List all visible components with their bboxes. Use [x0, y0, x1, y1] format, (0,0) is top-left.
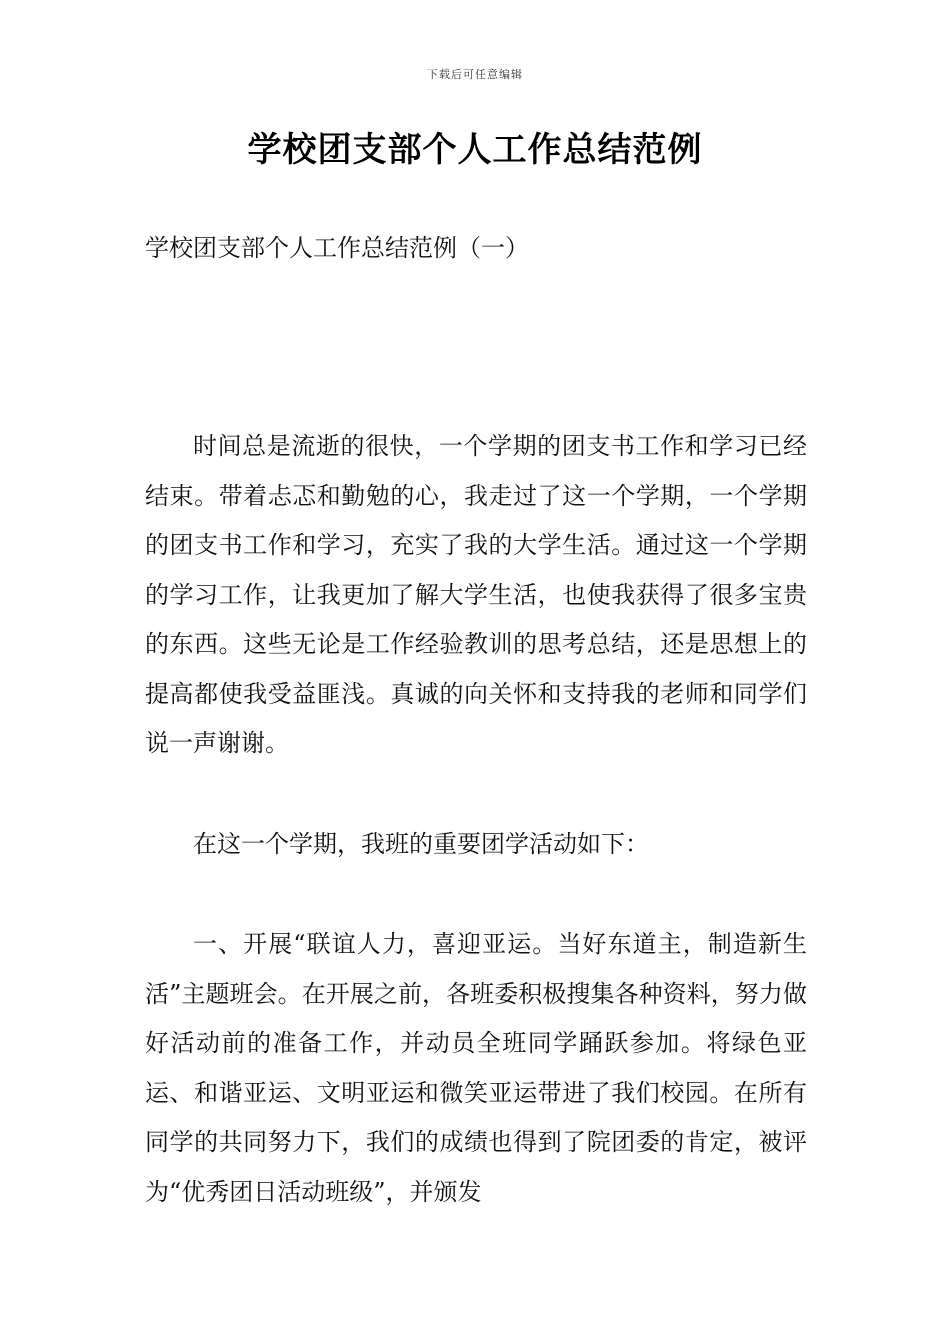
paragraph-activities-lead: 在这一个学期，我班的重要团学活动如下：: [193, 830, 649, 858]
document-title: 学校团支部个人工作总结范例: [247, 130, 703, 170]
header-note: 下载后可任意编辑: [427, 68, 523, 81]
paragraph-intro: 时间总是流逝的很快，一个学期的团支书工作和学习已经结束。带着忐忑和勤勉的心，我走过了这一个学期，一个学期的团支书工作和学习，充实了我的大学生活。通过这一个学期的学习工作，让我更加了解大学生活，也使我获得了很多宝贵的东西。这些无论是工作经验教训的思考总结，还是思想上的提高都使我受益匪浅。真诚的向关怀和支持我的老师和同学们说一声谢谢。: [145, 432, 807, 757]
section-subtitle: 学校团支部个人工作总结范例（一）: [145, 234, 529, 262]
paragraph-activity-one: 一、开展“联谊人力，喜迎亚运。当好东道主，制造新生活”主题班会。在开展之前，各班委积极搜集各种资料，努力做好活动前的准备工作，并动员全班同学踊跃参加。将绿色亚运、和谐亚运、文明亚运和微笑亚运带进了我们校园。在所有同学的共同努力下，我们的成绩也得到了院团委的肯定，被评为“优秀团日活动班级”，并颁发: [145, 930, 807, 1206]
